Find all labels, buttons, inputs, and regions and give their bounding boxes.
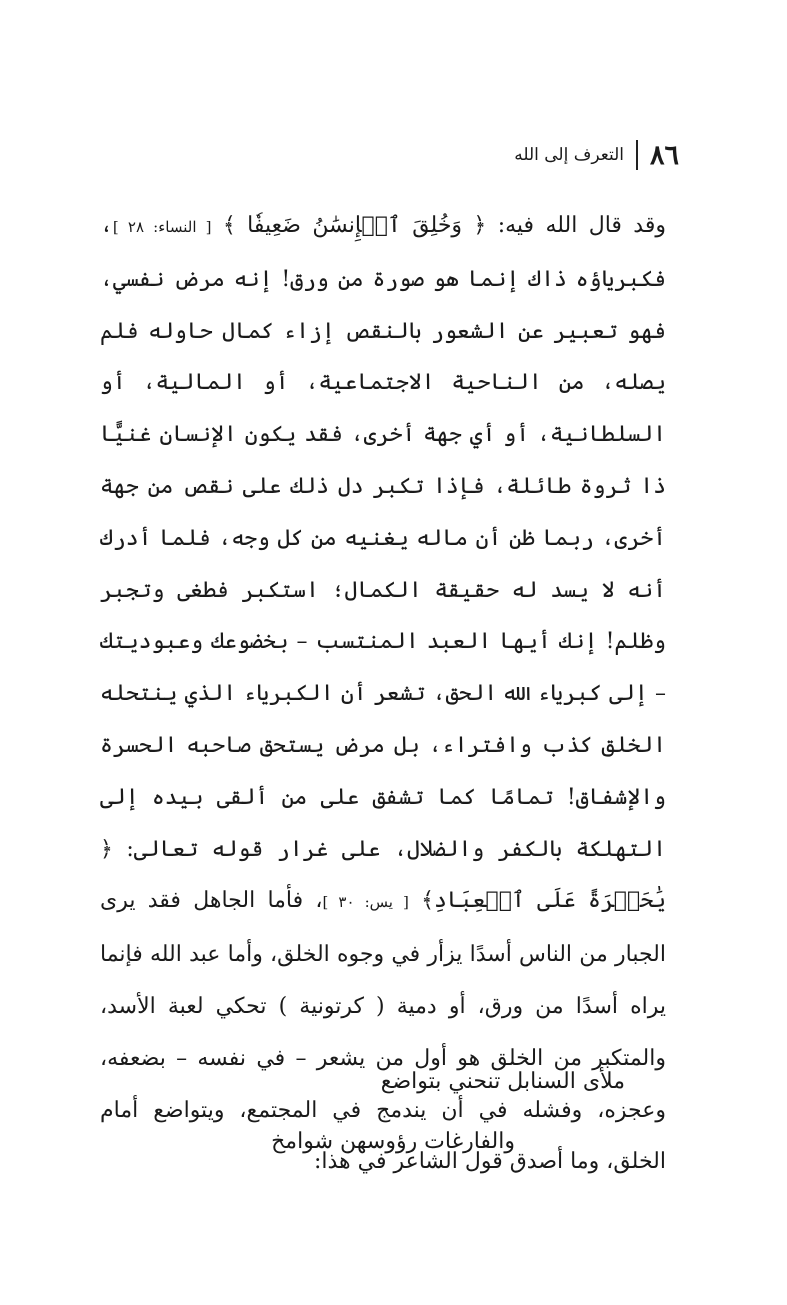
running-title: التعرف إلى الله	[514, 144, 624, 165]
poem-line-1: ملأى السنابل تنحني بتواضع	[380, 1069, 625, 1094]
verse-citation: [ يس: ٣٠ ]	[322, 893, 409, 912]
page-number: ٨٦	[649, 139, 679, 171]
quran-verse: ﴿ وَخُلِقَ ٱلۡإِنسَٰنُ ضَعِيفٗا ﴾	[222, 213, 487, 238]
body-paragraph	[100, 200, 666, 1188]
verse-citation: [ النساء: ٢٨ ]	[112, 218, 212, 236]
quran-verse: ﴿ يَٰحَسۡرَةً عَلَى ٱلۡعِبَادِ﴾	[100, 836, 666, 914]
text-run: ، فأما الجاهل فقد يرى الجبار من الناس أسدًا يزأر في وجوه الخلق، وأما عبد الله فإنما يراه أسدًا من ورق، أو دمية ( كرتونية ) تحكي لعبة الأسد، والمتكبر من الخلق هو أول من يشعر – في نفسه – بضعفه، وعجزه، وفشله في أن يندمج في المجتمع، ويتواضع أمام الخلق، وما أصدق قول الشاعر في هذا:	[100, 888, 666, 1175]
paragraph	[100, 200, 666, 1188]
poem-line-2: والفارغات رؤوسهن شوامخ	[271, 1129, 515, 1154]
header-divider	[636, 140, 638, 170]
page-header	[514, 140, 679, 170]
text-run: وقد قال الله فيه:	[486, 213, 666, 238]
text-run: ، فكبرياؤه ذاك إنما هو صورة من ورق! إنه مرض نفسي، فهو تعبير عن الشعور بالنقص إزاء كمال حاوله فلم يصله، من الناحية الاجتماعية، أو المالية، أو السلطانية، أو أي جهة أخرى، فقد يكون الإنسان غنيًّا ذا ثروة طائلة، فإذا تكبر دل ذلك على نقص من جهة أخرى، ربما ظن أن ماله يغنيه من كل وجه، فلما أدرك أنه لا يسد له حقيقة الكمال؛ استكبر فطغى وتجبر وظلم! إنك أيها العبد المنتسب – بخضوعك وعبوديتك – إلى كبرياء الله الحق، تشعر أن الكبرياء الذي ينتحله الخلق كذب وافتراء، بل مرض يستحق صاحبه الحسرة والإشفاق! تمامًا كما تشفق على من ألقى بيده إلى التهلكة بالكفر والضلال، على غرار قوله تعالى:	[100, 213, 666, 862]
